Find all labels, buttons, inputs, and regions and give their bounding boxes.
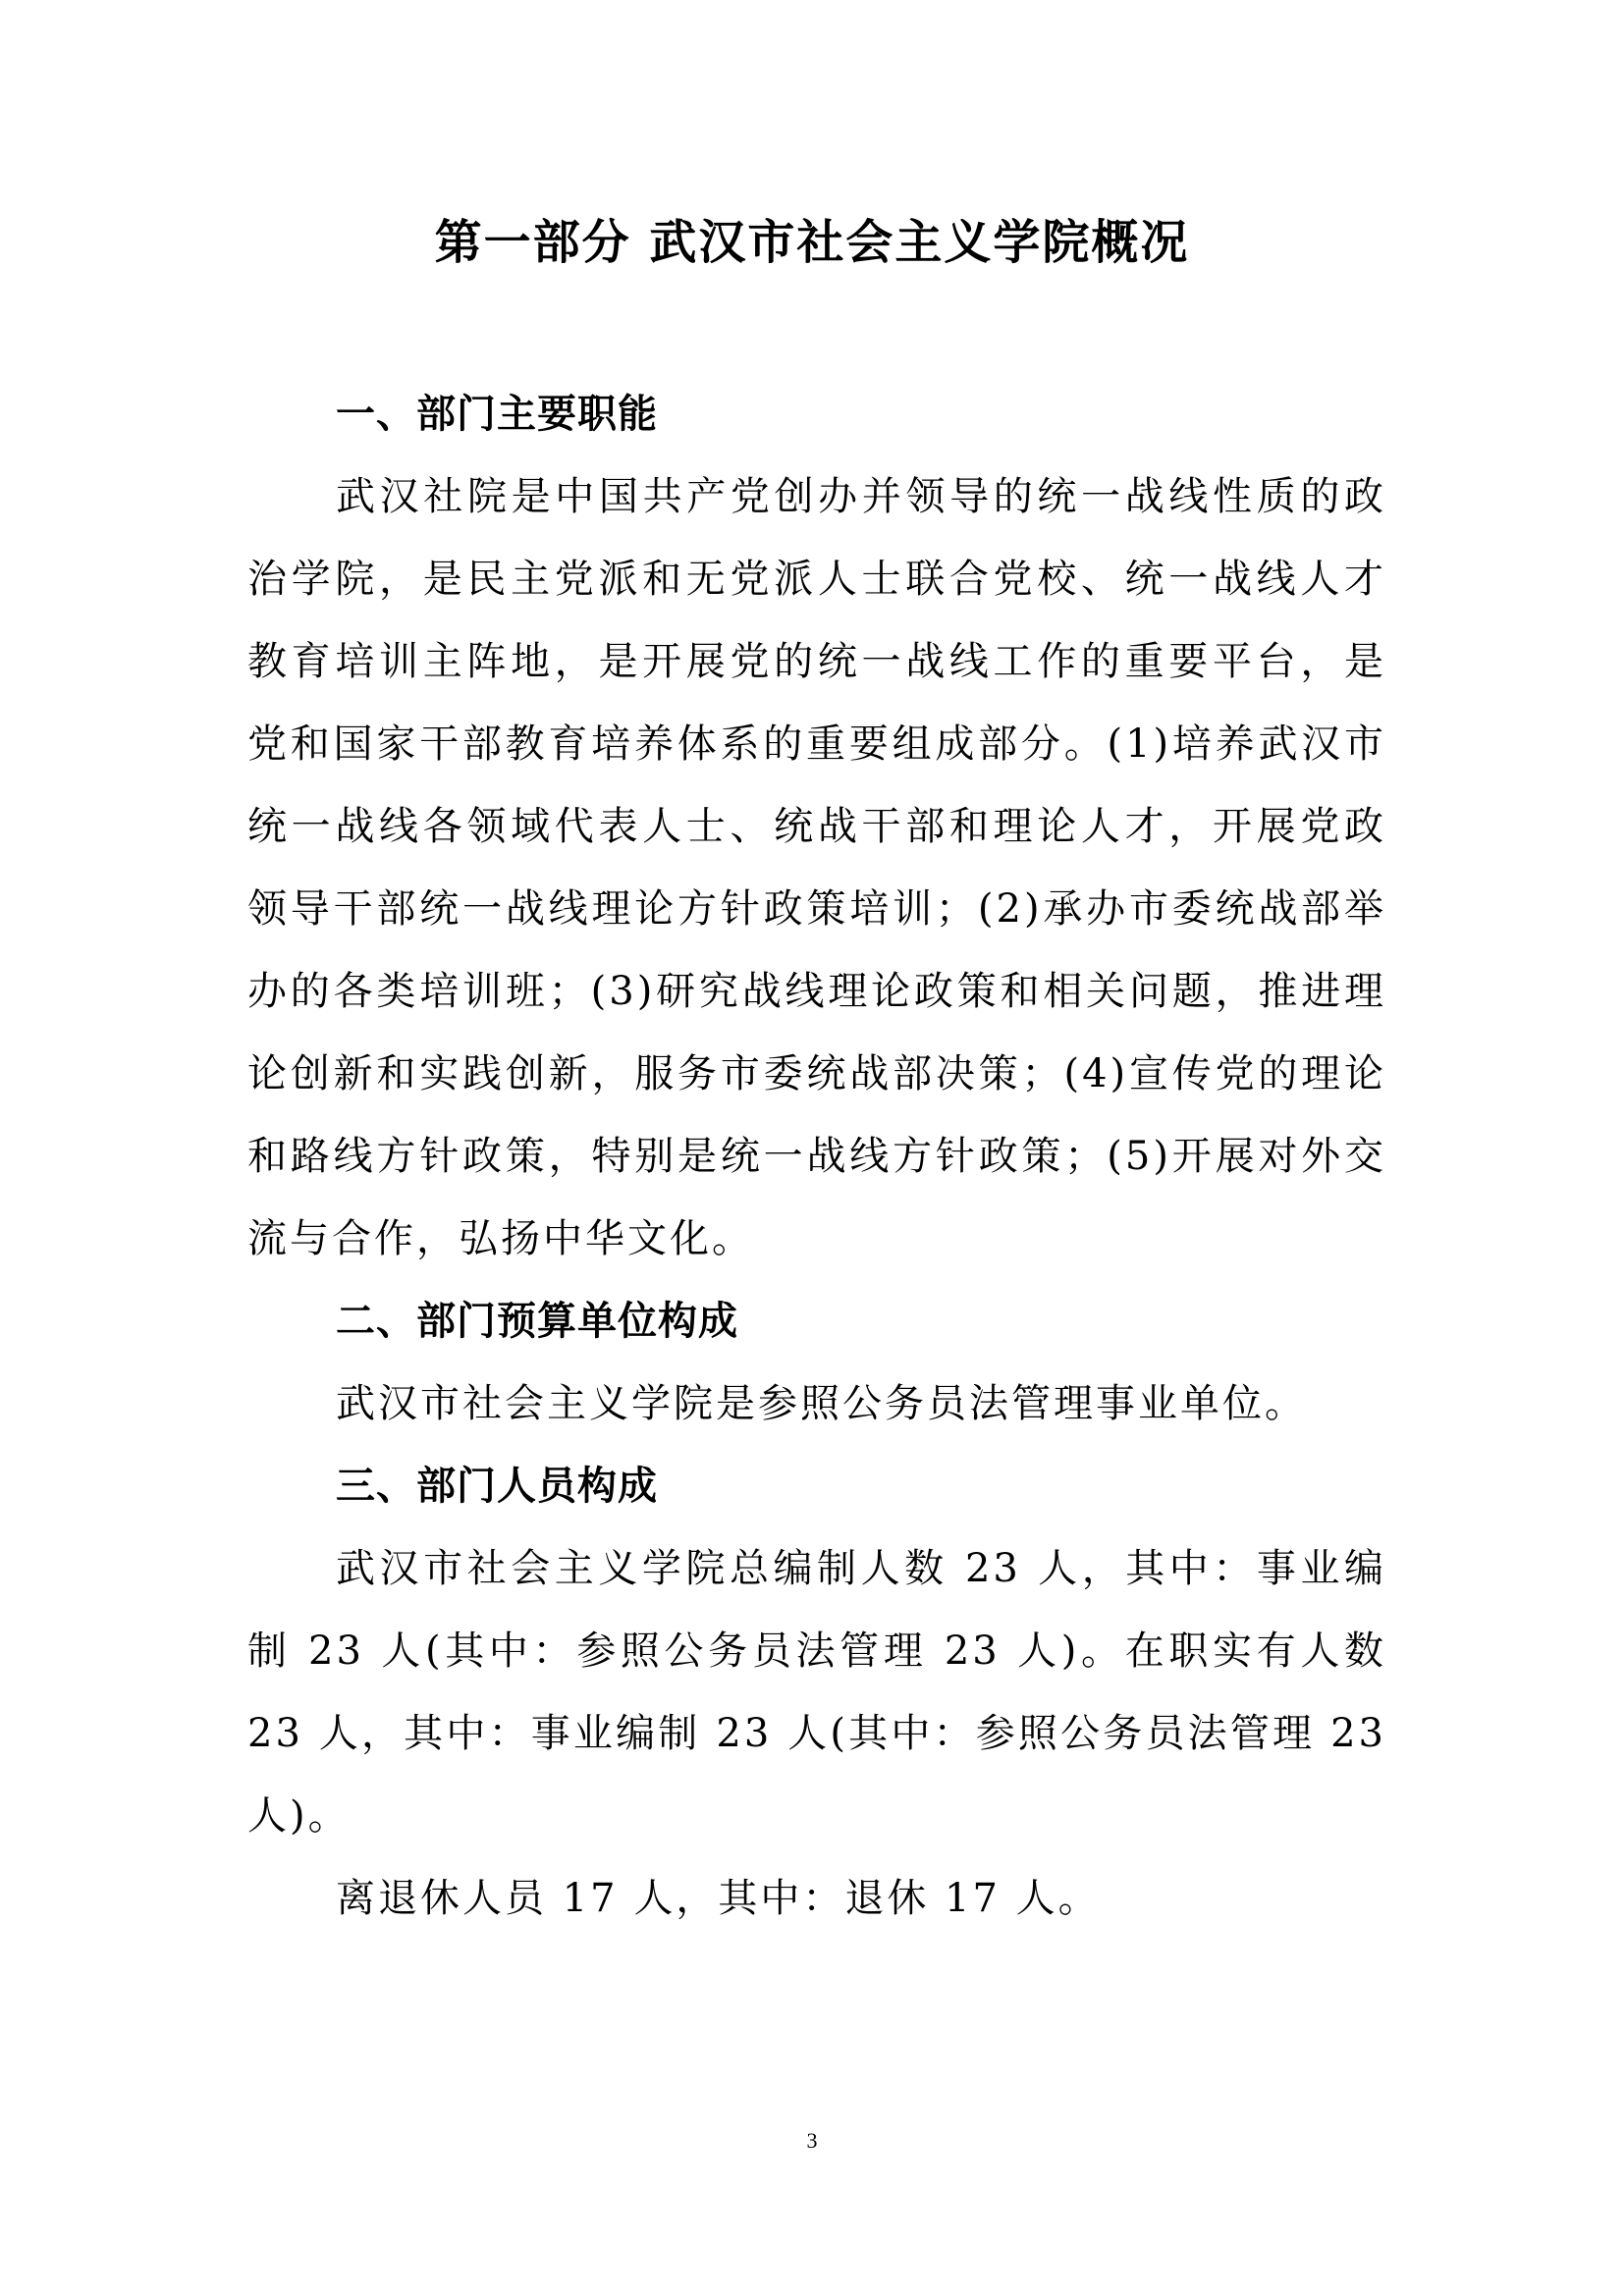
section-staff-composition — [247, 1445, 1386, 1940]
section-budget-units — [247, 1280, 1386, 1445]
paragraph-staff-establishment: 武汉市社会主义学院总编制人数 23 人，其中：事业编制 23 人(其中：参照公务员法管理 23 人)。在职实有人数 23 人，其中：事业编制 23 人(其中：参照公务员法管理 23 人)。 — [247, 1546, 1386, 1839]
paragraph-retired-staff: 离退休人员 17 人，其中：退休 17 人。 — [336, 1876, 1101, 1921]
document-body — [247, 373, 1386, 1940]
page-title: 第一部分 武汉市社会主义学院概况 — [434, 215, 1190, 270]
section-heading-main-functions: 一、部门主要职能 — [336, 392, 658, 437]
paragraph-budget-units: 武汉市社会主义学院是参照公务员法管理事业单位。 — [336, 1381, 1307, 1426]
section-heading-staff-composition: 三、部门人员构成 — [336, 1464, 658, 1509]
section-heading-budget-units: 二、部门预算单位构成 — [336, 1299, 738, 1344]
page-number: 3 — [806, 2128, 818, 2153]
section-main-functions — [247, 373, 1386, 1280]
paragraph-main-functions: 武汉社院是中国共产党创办并领导的统一战线性质的政治学院，是民主党派和无党派人士联合党校、统一战线人才教育培训主阵地，是开展党的统一战线工作的重要平台，是党和国家干部教育培养体系的重要组成部分。(1)培养武汉市统一战线各领域代表人士、统战干部和理论人才，开展党政领导干部统一战线理论方针政策培训；(2)承办市委统战部举办的各类培训班；(3)研究战线理论政策和相关问题，推进理论创新和实践创新，服务市委统战部决策；(4)宣传党的理论和路线方针政策，特别是统一战线方针政策；(5)开展对外交流与合作，弘扬中华文化。 — [247, 474, 1386, 1261]
